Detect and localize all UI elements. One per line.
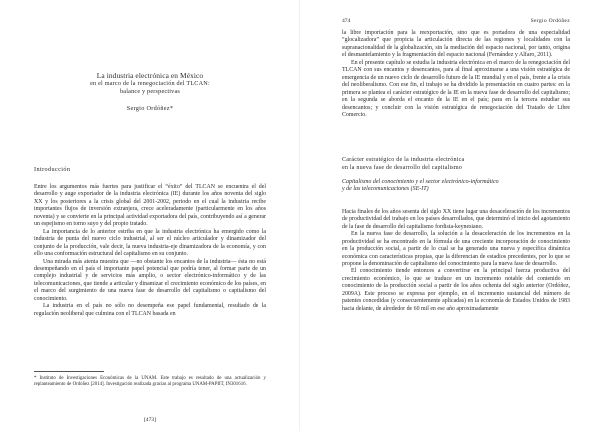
paragraph: La industria en el país no sólo no desempeña ese papel fundamental, resultado de la regulación neoliberal que culmina con el TLCAN basada en [34, 303, 266, 317]
paragraph: Entre los argumentos más fuertes para justificar el “éxito” del TLCAN se encuentra el del desarrollo y auge exportador de la industria electrónica (IE) durante los años noventa del siglo XX y los posteriores a la crisis global del 2001-2002, periodo en el cual la industria recibe importantes flujos de inversión extranjera, crece aceleradamente (particularmente en los años noventa) y se convierte en la principal actividad exportadora del país, contribuyendo así a generar un espejismo en torno suyo y del propio tratado. [34, 184, 266, 228]
author-name: Sergio Ordóñez* [126, 105, 174, 113]
right-body-text [342, 30, 570, 313]
paragraph: Hacia finales de los años sesenta del siglo XX tiene lugar una desaceleración de los incrementos de productividad del trabajo en los países desarrollados, que determinó el inicio del agotamiento de la fase de desarrollo del capitalismo fordista-keynesiano. [342, 208, 570, 230]
footnote: * Instituto de Investigaciones Económicas de la UNAM. Este trabajo es resultado de una actualización y replanteamiento de Ordóñez [2014]. Investigación realizada gracias al programa UNAM-PAPIIT, IN301616. [34, 376, 266, 388]
chapter-title: La industria electrónica en México [96, 71, 204, 80]
paragraph: En la nueva fase de desarrollo, la solución a la desaceleración de los incrementos en la productividad se ha encontrado en la fórmula de una creciente incorporación de conocimiento en la producción social, a partir de lo cual se ha generado una nueva y específica dinámica económica con características propias, que la diferencian de estadios precedentes, por lo que se propone la denominación de capitalismo del conocimiento para la nueva fase de desarrollo. [342, 231, 570, 268]
subheading-line-2: y de las telecomunicaciones (SE-IT) [342, 186, 429, 193]
paragraph: El conocimiento tiende entonces a convertirse en la principal fuerza productiva del crecimiento económico, lo que se traduce en un incremento notable del contenido en conocimiento de la producción social a partir de los años ochenta del siglo anterior (Ordóñez, 2009A). Este proceso se expresa por ejemplo, en el incremento sustancial del número de patentes concedidas (y consecuentemente aplicadas) en la economía de Estados Unidos de 1983 hacia delante, de alrededor de 60 mil en ese año aproximadamente [342, 268, 570, 312]
section-heading-line-1: Carácter estratégico de la industria electrónica [342, 157, 465, 164]
running-head-author: Sergio Ordóñez [530, 18, 570, 24]
paragraph: Una mirada más atenta muestra que —no obstante los encantos de la industria— ésta no está desempeñando en el país el importante papel potencial que podría tener, al formar parte de un complejo industrial y de servicios más amplio, o sector electrónico-informático y de las telecomunicaciones, que tiende a articular y dinamizar el crecimiento económico de los países, en el marco del surgimiento de una nueva fase de desarrollo del capitalismo o capitalismo del conocimiento. [34, 258, 266, 302]
section-heading-line-2: en la nueva fase de desarrollo del capitalismo [342, 164, 463, 171]
footnote-rule [34, 371, 104, 372]
section-heading-introduction: Introducción [34, 166, 71, 173]
subheading-line-1: Capitalismo del conocimiento y el sector electrónico-informático [342, 179, 499, 186]
left-body-text [34, 184, 266, 318]
paragraph: La importancia de lo anterior estriba en que la industria electrónica ha emergido como la industria de punta del nuevo ciclo industrial, al ser el núcleo articulador y dinamizador del conjunto de la producción, vale decir, la nueva industria-eje dinamizadora de la economía, y con ello una conformación estructural del capitalismo en su conjunto. [34, 228, 266, 258]
paragraph: la libre importación para la reexportación, sino que es portadora de una especialidad “glocalizadora” que propicia la articulación directa de las regiones y localidades con la supranacionalidad de la globalización, sin la mediación del espacio nacional, por tanto, origina el desmantelamiento y la fragmentación del espacio nacional (Fernández y Alfaro, 2011). [342, 30, 570, 59]
page-number: 474 [342, 18, 351, 24]
chapter-title-block [34, 72, 266, 112]
right-page [300, 0, 600, 431]
chapter-subtitle-line-2: balance y perspectivas [119, 87, 181, 95]
chapter-subtitle-line-1: en el marco de la renegociación del TLCAN: [90, 80, 210, 88]
page-folio: [473] [143, 417, 157, 423]
paragraph: En el presente capítulo se estudia la industria electrónica en el marco de la renegociación del TLCAN con sus encantos y desencantos, para al final aproximarse a una visión estratégica de emergencia de un nuevo ciclo de desarrollo futuro de la IE mundial y en el país, frente a la crisis del neoliberalismo. Con ese fin, el trabajo se ha dividido la presentación en cuatro partes: en la primera se plantea el carácter estratégico de la IE en la nueva fase de desarrollo del capitalismo; en la segunda se aborda el encanto de la IE en el país; para en la tercera estudiar sus desencantos; y concluir con la visión estratégica de renegociación del Tratado de Libre Comercio. [342, 59, 570, 118]
